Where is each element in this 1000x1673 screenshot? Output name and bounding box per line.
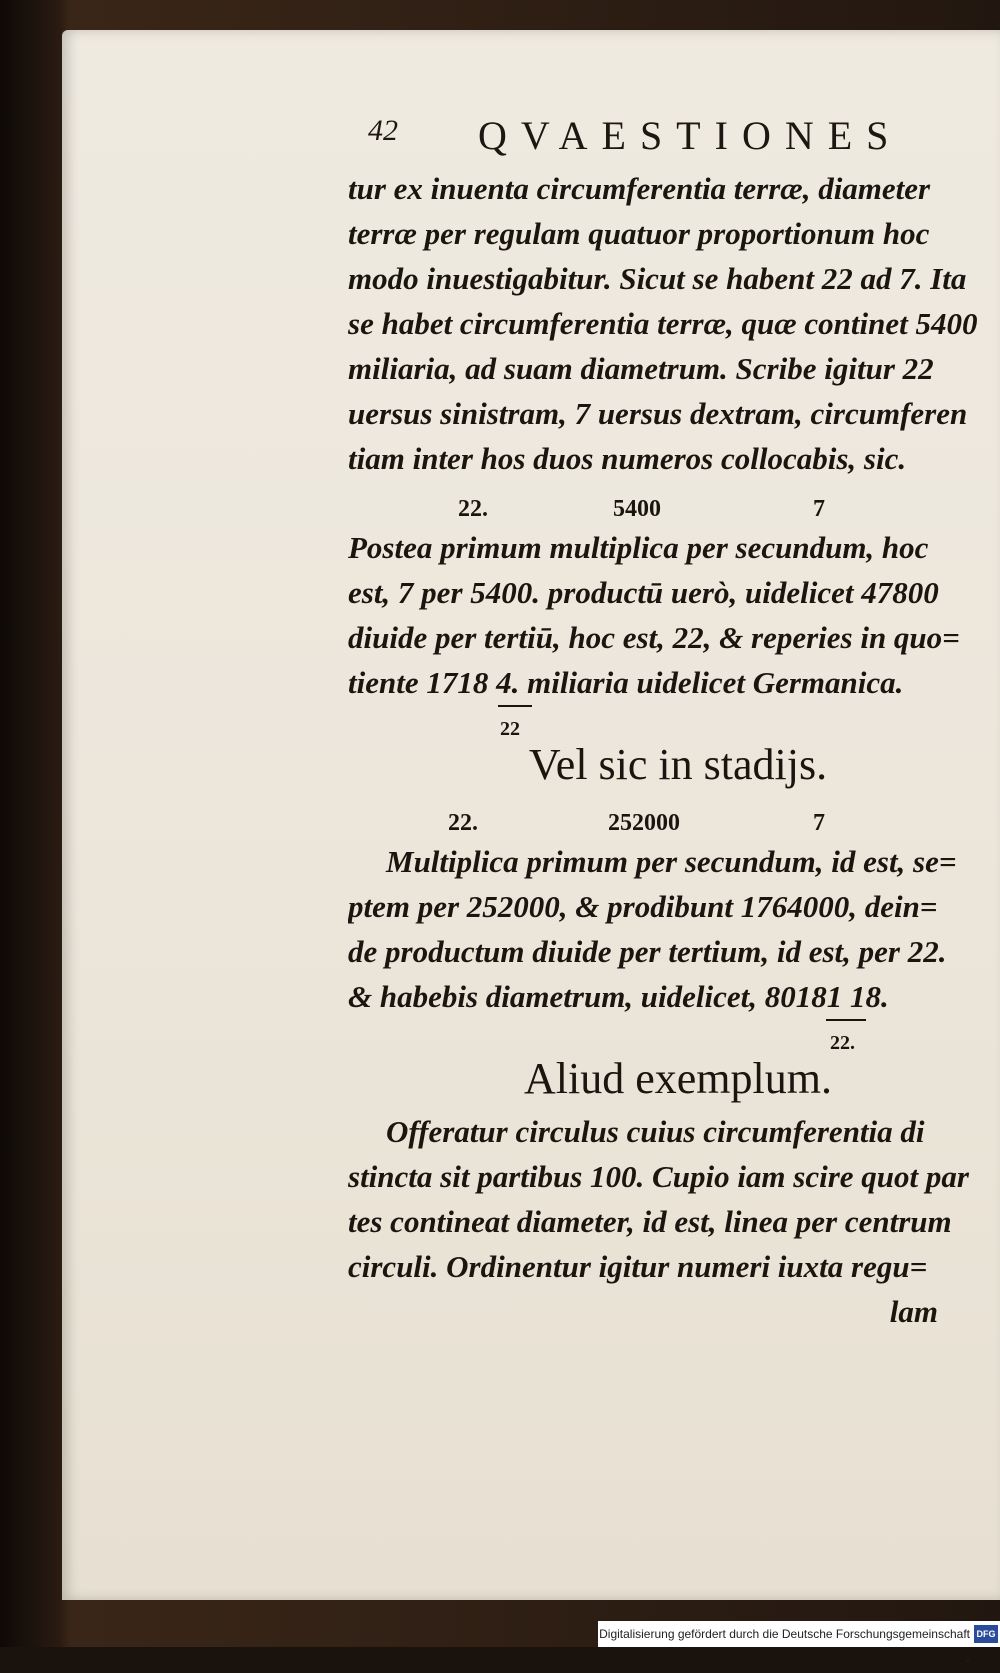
text-line: tur ex inuenta circumferentia terræ, diameter bbox=[348, 171, 931, 206]
text-line: de productum diuide per tertium, id est, per 22. bbox=[348, 934, 947, 969]
proportion-term: 7 bbox=[813, 496, 825, 522]
credit-text: Digitalisierung gefördert durch die Deutsche Forschungsgemeinschaft - bbox=[599, 1627, 970, 1667]
text-line: tes contineat diameter, id est, linea per centrum bbox=[348, 1204, 952, 1239]
digitization-credit bbox=[598, 1621, 1000, 1667]
proportion-term: 252000 bbox=[608, 810, 680, 836]
text-line: circuli. Ordinentur igitur numeri iuxta regu= bbox=[348, 1249, 928, 1284]
text-line: Multiplica primum per secundum, id est, se= bbox=[386, 844, 957, 879]
text-line: uersus sinistram, 7 uersus dextram, circumferen bbox=[348, 396, 968, 431]
text-line: Postea primum multiplica per secundum, hoc bbox=[348, 530, 929, 565]
proportion-row-2 bbox=[348, 795, 978, 839]
running-header bbox=[368, 112, 903, 162]
page-number: 42 bbox=[368, 114, 398, 147]
text-line: se habet circumferentia terræ, quæ continet 5400 bbox=[348, 306, 978, 341]
catchword: lam bbox=[889, 1294, 938, 1329]
dfg-logo-icon: DFG bbox=[974, 1625, 998, 1643]
text-line: & habebis diametrum, uidelicet, 80181 18. bbox=[348, 979, 889, 1014]
text-line: miliaria, ad suam diametrum. Scribe igitur 22 bbox=[348, 351, 934, 386]
page-text bbox=[348, 166, 978, 1334]
text-line: terræ per regulam quatuor proportionum hoc bbox=[348, 216, 930, 251]
text-line: ptem per 252000, & prodibunt 1764000, dein= bbox=[348, 889, 938, 924]
fraction-denominator-1 bbox=[348, 705, 978, 740]
text-line: est, 7 per 5400. productū uerò, uidelicet 47800 bbox=[348, 575, 939, 610]
proportion-term: 22. bbox=[458, 496, 488, 522]
proportion-term: 7 bbox=[813, 810, 825, 836]
proportion-term: 5400 bbox=[613, 496, 661, 522]
text-line: tiente 1718 4. miliaria uidelicet Germanica. bbox=[348, 665, 904, 700]
section-heading: Aliud exemplum. bbox=[524, 1054, 832, 1103]
text-line: modo inuestigabitur. Sicut se habent 22 ad 7. Ita bbox=[348, 261, 967, 296]
denominator: 22 bbox=[500, 718, 520, 740]
text-line: tiam inter hos duos numeros collocabis, sic. bbox=[348, 441, 907, 476]
proportion-row-1 bbox=[348, 481, 978, 525]
paragraph-2 bbox=[348, 525, 978, 705]
denominator: 22. bbox=[830, 1032, 855, 1054]
paragraph-1 bbox=[348, 166, 978, 481]
proportion-term: 22. bbox=[448, 810, 478, 836]
fraction-denominator-2 bbox=[348, 1019, 978, 1054]
text-line: diuide per tertiū, hoc est, 22, & reperies in quo= bbox=[348, 620, 960, 655]
paragraph-3 bbox=[348, 839, 978, 1019]
paragraph-4 bbox=[348, 1109, 978, 1334]
section-heading: Vel sic in stadijs. bbox=[528, 740, 828, 789]
running-title: QVAESTIONES bbox=[478, 113, 903, 158]
text-line: Offeratur circulus cuius circumferentia di bbox=[386, 1114, 925, 1149]
text-line: stincta sit partibus 100. Cupio iam scire quot par bbox=[348, 1159, 969, 1194]
